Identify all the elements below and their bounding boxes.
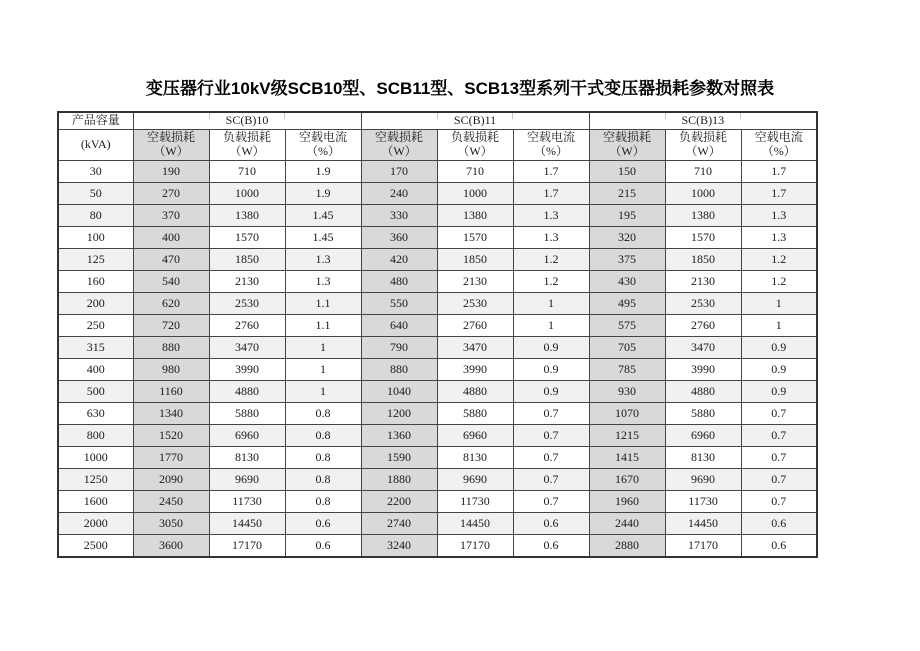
- value-cell: 320: [589, 227, 665, 249]
- group-header-scb11: SC(B)11: [361, 112, 589, 130]
- value-cell: 4880: [437, 381, 513, 403]
- value-cell: 0.7: [741, 403, 817, 425]
- value-cell: 11730: [665, 491, 741, 513]
- value-cell: 3470: [209, 337, 285, 359]
- table-row: [58, 469, 817, 491]
- value-cell: 9690: [209, 469, 285, 491]
- page-title: 变压器行业10kV级SCB10型、SCB11型、SCB13型系列干式变压器损耗参数对照表: [145, 79, 775, 98]
- value-cell: 150: [589, 161, 665, 183]
- value-cell: 400: [133, 227, 209, 249]
- table-row: [58, 183, 817, 205]
- header-no-load-current: 空载电流（%）: [513, 130, 589, 161]
- capacity-cell: 100: [58, 227, 133, 249]
- value-cell: 480: [361, 271, 437, 293]
- value-cell: 495: [589, 293, 665, 315]
- capacity-cell: 80: [58, 205, 133, 227]
- value-cell: 1: [513, 315, 589, 337]
- value-cell: 705: [589, 337, 665, 359]
- value-cell: 1160: [133, 381, 209, 403]
- value-cell: 0.9: [741, 381, 817, 403]
- value-cell: 1: [741, 315, 817, 337]
- value-cell: 0.7: [513, 425, 589, 447]
- value-cell: 0.8: [285, 403, 361, 425]
- value-cell: 4880: [209, 381, 285, 403]
- value-cell: 710: [437, 161, 513, 183]
- table-row: [58, 293, 817, 315]
- value-cell: 0.6: [513, 513, 589, 535]
- header-no-load-loss: 空载损耗（W）: [361, 130, 437, 161]
- capacity-cell: 30: [58, 161, 133, 183]
- value-cell: 0.8: [285, 447, 361, 469]
- table-row: [58, 447, 817, 469]
- value-cell: 6960: [209, 425, 285, 447]
- value-cell: 2130: [209, 271, 285, 293]
- value-cell: 0.9: [513, 337, 589, 359]
- value-cell: 0.7: [741, 491, 817, 513]
- capacity-cell: 125: [58, 249, 133, 271]
- value-cell: 2530: [437, 293, 513, 315]
- value-cell: 1360: [361, 425, 437, 447]
- value-cell: 1.2: [513, 271, 589, 293]
- table-row: [58, 205, 817, 227]
- value-cell: 6960: [665, 425, 741, 447]
- table-row: [58, 403, 817, 425]
- value-cell: 2880: [589, 535, 665, 558]
- value-cell: 540: [133, 271, 209, 293]
- value-cell: 1.7: [513, 183, 589, 205]
- value-cell: 1: [741, 293, 817, 315]
- value-cell: 1.3: [741, 227, 817, 249]
- capacity-cell: 630: [58, 403, 133, 425]
- value-cell: 1.45: [285, 227, 361, 249]
- capacity-cell: 800: [58, 425, 133, 447]
- value-cell: 0.9: [741, 359, 817, 381]
- value-cell: 2530: [665, 293, 741, 315]
- value-cell: 1: [285, 337, 361, 359]
- table-row: [58, 535, 817, 558]
- value-cell: 980: [133, 359, 209, 381]
- value-cell: 0.6: [285, 513, 361, 535]
- header-row-groups: [58, 112, 817, 130]
- value-cell: 2760: [665, 315, 741, 337]
- table-row: [58, 315, 817, 337]
- value-cell: 1.9: [285, 161, 361, 183]
- value-cell: 5880: [665, 403, 741, 425]
- value-cell: 370: [133, 205, 209, 227]
- value-cell: 640: [361, 315, 437, 337]
- value-cell: 1850: [665, 249, 741, 271]
- value-cell: 1.45: [285, 205, 361, 227]
- value-cell: 3470: [665, 337, 741, 359]
- header-no-load-current: 空载电流（%）: [741, 130, 817, 161]
- value-cell: 215: [589, 183, 665, 205]
- value-cell: 1.2: [513, 249, 589, 271]
- value-cell: 0.9: [513, 381, 589, 403]
- value-cell: 2440: [589, 513, 665, 535]
- corner-capacity-header: 产品容量: [58, 112, 133, 130]
- capacity-cell: 200: [58, 293, 133, 315]
- value-cell: 1215: [589, 425, 665, 447]
- value-cell: 1340: [133, 403, 209, 425]
- table-row: [58, 359, 817, 381]
- value-cell: 0.7: [513, 491, 589, 513]
- table-row: [58, 337, 817, 359]
- capacity-cell: 250: [58, 315, 133, 337]
- value-cell: 330: [361, 205, 437, 227]
- value-cell: 0.6: [513, 535, 589, 558]
- value-cell: 11730: [209, 491, 285, 513]
- value-cell: 3240: [361, 535, 437, 558]
- value-cell: 1.9: [285, 183, 361, 205]
- value-cell: 2530: [209, 293, 285, 315]
- header-row-subs: [58, 130, 817, 161]
- value-cell: 2450: [133, 491, 209, 513]
- value-cell: 880: [361, 359, 437, 381]
- header-load-loss: 负载损耗（W）: [665, 130, 741, 161]
- value-cell: 9690: [437, 469, 513, 491]
- value-cell: 1.1: [285, 315, 361, 337]
- capacity-cell: 1250: [58, 469, 133, 491]
- value-cell: 1380: [437, 205, 513, 227]
- value-cell: 1.7: [513, 161, 589, 183]
- value-cell: 1.3: [285, 249, 361, 271]
- value-cell: 14450: [209, 513, 285, 535]
- table-row: [58, 381, 817, 403]
- value-cell: 1.2: [741, 271, 817, 293]
- value-cell: 17170: [209, 535, 285, 558]
- value-cell: 430: [589, 271, 665, 293]
- value-cell: 0.6: [285, 535, 361, 558]
- value-cell: 1.2: [741, 249, 817, 271]
- header-no-load-loss: 空载损耗（W）: [589, 130, 665, 161]
- value-cell: 2760: [437, 315, 513, 337]
- value-cell: 1.7: [741, 161, 817, 183]
- capacity-cell: 2000: [58, 513, 133, 535]
- value-cell: 3990: [209, 359, 285, 381]
- header-load-loss: 负载损耗（W）: [209, 130, 285, 161]
- value-cell: 0.7: [513, 403, 589, 425]
- value-cell: 720: [133, 315, 209, 337]
- value-cell: 4880: [665, 381, 741, 403]
- value-cell: 1070: [589, 403, 665, 425]
- value-cell: 930: [589, 381, 665, 403]
- value-cell: 1.3: [513, 227, 589, 249]
- value-cell: 2740: [361, 513, 437, 535]
- value-cell: 170: [361, 161, 437, 183]
- value-cell: 1570: [437, 227, 513, 249]
- value-cell: 420: [361, 249, 437, 271]
- value-cell: 0.7: [513, 447, 589, 469]
- table-row: [58, 161, 817, 183]
- group-header-scb13: SC(B)13: [589, 112, 817, 130]
- value-cell: 1415: [589, 447, 665, 469]
- value-cell: 195: [589, 205, 665, 227]
- value-cell: 1.7: [741, 183, 817, 205]
- value-cell: 1: [285, 381, 361, 403]
- value-cell: 1880: [361, 469, 437, 491]
- value-cell: 790: [361, 337, 437, 359]
- value-cell: 3990: [665, 359, 741, 381]
- value-cell: 14450: [665, 513, 741, 535]
- value-cell: 3990: [437, 359, 513, 381]
- value-cell: 3600: [133, 535, 209, 558]
- value-cell: 710: [665, 161, 741, 183]
- value-cell: 0.9: [741, 337, 817, 359]
- value-cell: 11730: [437, 491, 513, 513]
- value-cell: 1.1: [285, 293, 361, 315]
- value-cell: 575: [589, 315, 665, 337]
- value-cell: 550: [361, 293, 437, 315]
- value-cell: 6960: [437, 425, 513, 447]
- value-cell: 5880: [209, 403, 285, 425]
- value-cell: 710: [209, 161, 285, 183]
- value-cell: 1850: [437, 249, 513, 271]
- value-cell: 785: [589, 359, 665, 381]
- value-cell: 1000: [665, 183, 741, 205]
- capacity-cell: 50: [58, 183, 133, 205]
- value-cell: 470: [133, 249, 209, 271]
- table-row: [58, 425, 817, 447]
- value-cell: 0.7: [513, 469, 589, 491]
- value-cell: 270: [133, 183, 209, 205]
- value-cell: 1: [285, 359, 361, 381]
- value-cell: 17170: [665, 535, 741, 558]
- value-cell: 8130: [209, 447, 285, 469]
- capacity-cell: 1600: [58, 491, 133, 513]
- value-cell: 1380: [209, 205, 285, 227]
- value-cell: 0.9: [513, 359, 589, 381]
- value-cell: 1570: [209, 227, 285, 249]
- value-cell: 1: [513, 293, 589, 315]
- header-no-load-current: 空载电流（%）: [285, 130, 361, 161]
- capacity-cell: 400: [58, 359, 133, 381]
- value-cell: 0.6: [741, 513, 817, 535]
- capacity-cell: 315: [58, 337, 133, 359]
- value-cell: 1960: [589, 491, 665, 513]
- capacity-cell: 160: [58, 271, 133, 293]
- capacity-cell: 2500: [58, 535, 133, 558]
- group-header-scb10: SC(B)10: [133, 112, 361, 130]
- value-cell: 1590: [361, 447, 437, 469]
- value-cell: 5880: [437, 403, 513, 425]
- value-cell: 2130: [437, 271, 513, 293]
- value-cell: 14450: [437, 513, 513, 535]
- value-cell: 1000: [437, 183, 513, 205]
- value-cell: 1000: [209, 183, 285, 205]
- value-cell: 1520: [133, 425, 209, 447]
- value-cell: 0.7: [741, 469, 817, 491]
- header-no-load-loss: 空载损耗（W）: [133, 130, 209, 161]
- value-cell: 0.6: [741, 535, 817, 558]
- corner-unit-header: (kVA): [58, 130, 133, 161]
- value-cell: 0.8: [285, 425, 361, 447]
- value-cell: 1380: [665, 205, 741, 227]
- value-cell: 1.3: [285, 271, 361, 293]
- value-cell: 3470: [437, 337, 513, 359]
- value-cell: 0.8: [285, 469, 361, 491]
- value-cell: 1770: [133, 447, 209, 469]
- table-row: [58, 271, 817, 293]
- value-cell: 0.8: [285, 491, 361, 513]
- value-cell: 17170: [437, 535, 513, 558]
- value-cell: 2200: [361, 491, 437, 513]
- value-cell: 8130: [665, 447, 741, 469]
- value-cell: 880: [133, 337, 209, 359]
- transformer-loss-table: [57, 111, 818, 558]
- value-cell: 2130: [665, 271, 741, 293]
- value-cell: 620: [133, 293, 209, 315]
- table-row: [58, 513, 817, 535]
- capacity-cell: 1000: [58, 447, 133, 469]
- table-body: [58, 161, 817, 558]
- value-cell: 1.3: [741, 205, 817, 227]
- table-row: [58, 227, 817, 249]
- value-cell: 9690: [665, 469, 741, 491]
- value-cell: 1670: [589, 469, 665, 491]
- value-cell: 3050: [133, 513, 209, 535]
- table-header: [58, 112, 817, 161]
- value-cell: 0.7: [741, 447, 817, 469]
- value-cell: 1040: [361, 381, 437, 403]
- capacity-cell: 500: [58, 381, 133, 403]
- value-cell: 240: [361, 183, 437, 205]
- value-cell: 8130: [437, 447, 513, 469]
- value-cell: 190: [133, 161, 209, 183]
- value-cell: 375: [589, 249, 665, 271]
- value-cell: 2090: [133, 469, 209, 491]
- value-cell: 1570: [665, 227, 741, 249]
- value-cell: 1850: [209, 249, 285, 271]
- value-cell: 1.3: [513, 205, 589, 227]
- value-cell: 0.7: [741, 425, 817, 447]
- value-cell: 1200: [361, 403, 437, 425]
- value-cell: 360: [361, 227, 437, 249]
- table-row: [58, 491, 817, 513]
- value-cell: 2760: [209, 315, 285, 337]
- table-row: [58, 249, 817, 271]
- header-load-loss: 负载损耗（W）: [437, 130, 513, 161]
